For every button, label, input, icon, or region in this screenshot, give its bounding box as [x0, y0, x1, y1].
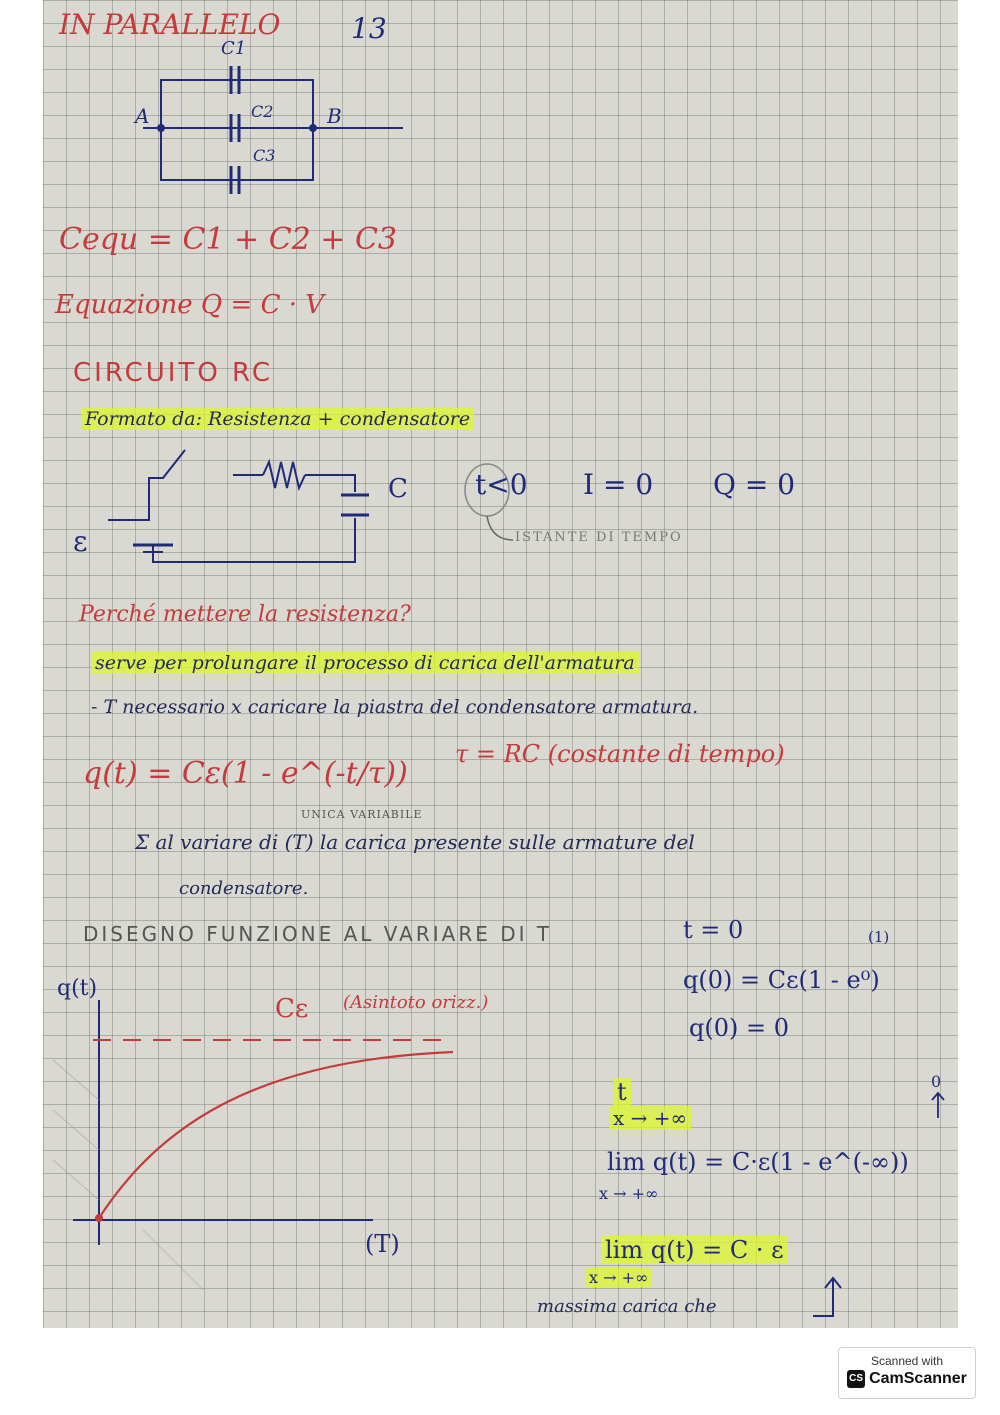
origin-point	[95, 1214, 103, 1222]
label-c1: C1	[221, 38, 247, 59]
asymptote-label: Cε	[275, 994, 309, 1024]
q0-result: q(0) = 0	[689, 1014, 789, 1042]
limit-t0: t = 0	[683, 916, 744, 944]
rc-answer-1: serve per prolungare il processo di carica dell'armatura	[91, 652, 639, 674]
rc-heading: CIRCUITO RC	[73, 358, 273, 388]
rc-formed-by: Formato da: Resistenza + condensatore	[81, 408, 474, 430]
zero-top: 0	[931, 1072, 942, 1091]
label-capacitor: C	[388, 474, 408, 504]
rc-desc-1: Σ al variare di (T) la carica presente sulle armature del	[135, 830, 695, 854]
q0-expression: q(0) = Cε(1 - e⁰)	[683, 966, 880, 994]
zero-arrow	[932, 1093, 944, 1118]
max-arrow	[813, 1278, 841, 1316]
limit-t-to-inf: x → +∞	[609, 1106, 691, 1130]
unica-variabile: UNICA VARIABILE	[301, 808, 423, 821]
parallel-circuit-diagram	[143, 66, 403, 194]
c-equiv-formula: Cequ = C1 + C2 + C3	[59, 222, 397, 257]
camscanner-logo-icon: CS	[847, 1370, 865, 1388]
rc-question: Perché mettere la resistenza?	[79, 602, 411, 627]
page-number: 13	[351, 12, 387, 45]
notebook-page	[43, 0, 958, 1328]
camscanner-brand	[839, 1370, 975, 1388]
camscanner-badge	[838, 1347, 976, 1399]
instant-arrow	[487, 516, 513, 540]
camscanner-brand-text: CamScanner	[869, 1370, 967, 1387]
label-a: A	[135, 104, 150, 128]
initial-q: Q = 0	[713, 468, 796, 501]
label-emf: ε	[73, 525, 88, 558]
limit-expression: lim q(t) = C·ε(1 - e^(-∞))	[607, 1148, 909, 1176]
limit-t-label: t	[613, 1078, 631, 1106]
graph-x-label: (T)	[365, 1230, 400, 1258]
graph-heading: DISEGNO FUNZIONE AL VARIARE DI T	[83, 922, 553, 946]
rc-circuit-diagram	[108, 450, 369, 562]
instant-note: ISTANTE DI TEMPO	[515, 530, 683, 545]
charge-equation: q(t) = Cε(1 - e^(-t/τ))	[83, 756, 408, 791]
label-c3: C3	[253, 146, 276, 165]
rc-desc-2: condensatore.	[179, 878, 309, 899]
tau-equation: τ = RC (costante di tempo)	[455, 740, 785, 768]
rc-answer-2: - T necessario x caricare la piastra del condensatore armatura.	[91, 696, 699, 718]
charge-curve	[99, 1052, 453, 1218]
scanned-with-text: Scanned with	[870, 1354, 944, 1368]
label-c2: C2	[251, 102, 274, 121]
charge-graph	[73, 1000, 373, 1245]
limit-expression-sub: x → +∞	[599, 1184, 659, 1203]
initial-i: I = 0	[583, 468, 654, 501]
label-b: B	[327, 104, 342, 128]
charge-formula: Equazione Q = C · V	[55, 290, 325, 320]
asymptote-note: (Asintoto orizz.)	[343, 992, 489, 1013]
limit-result-sub: x → +∞	[585, 1268, 652, 1287]
max-charge-note: massima carica che	[537, 1296, 717, 1317]
graph-y-label: q(t)	[57, 976, 98, 1001]
page-title: IN PARALLELO	[59, 8, 281, 41]
limit-result: lim q(t) = C · ε	[601, 1236, 788, 1264]
initial-t: t<0	[475, 468, 528, 501]
exp-top: (1)	[868, 928, 890, 946]
